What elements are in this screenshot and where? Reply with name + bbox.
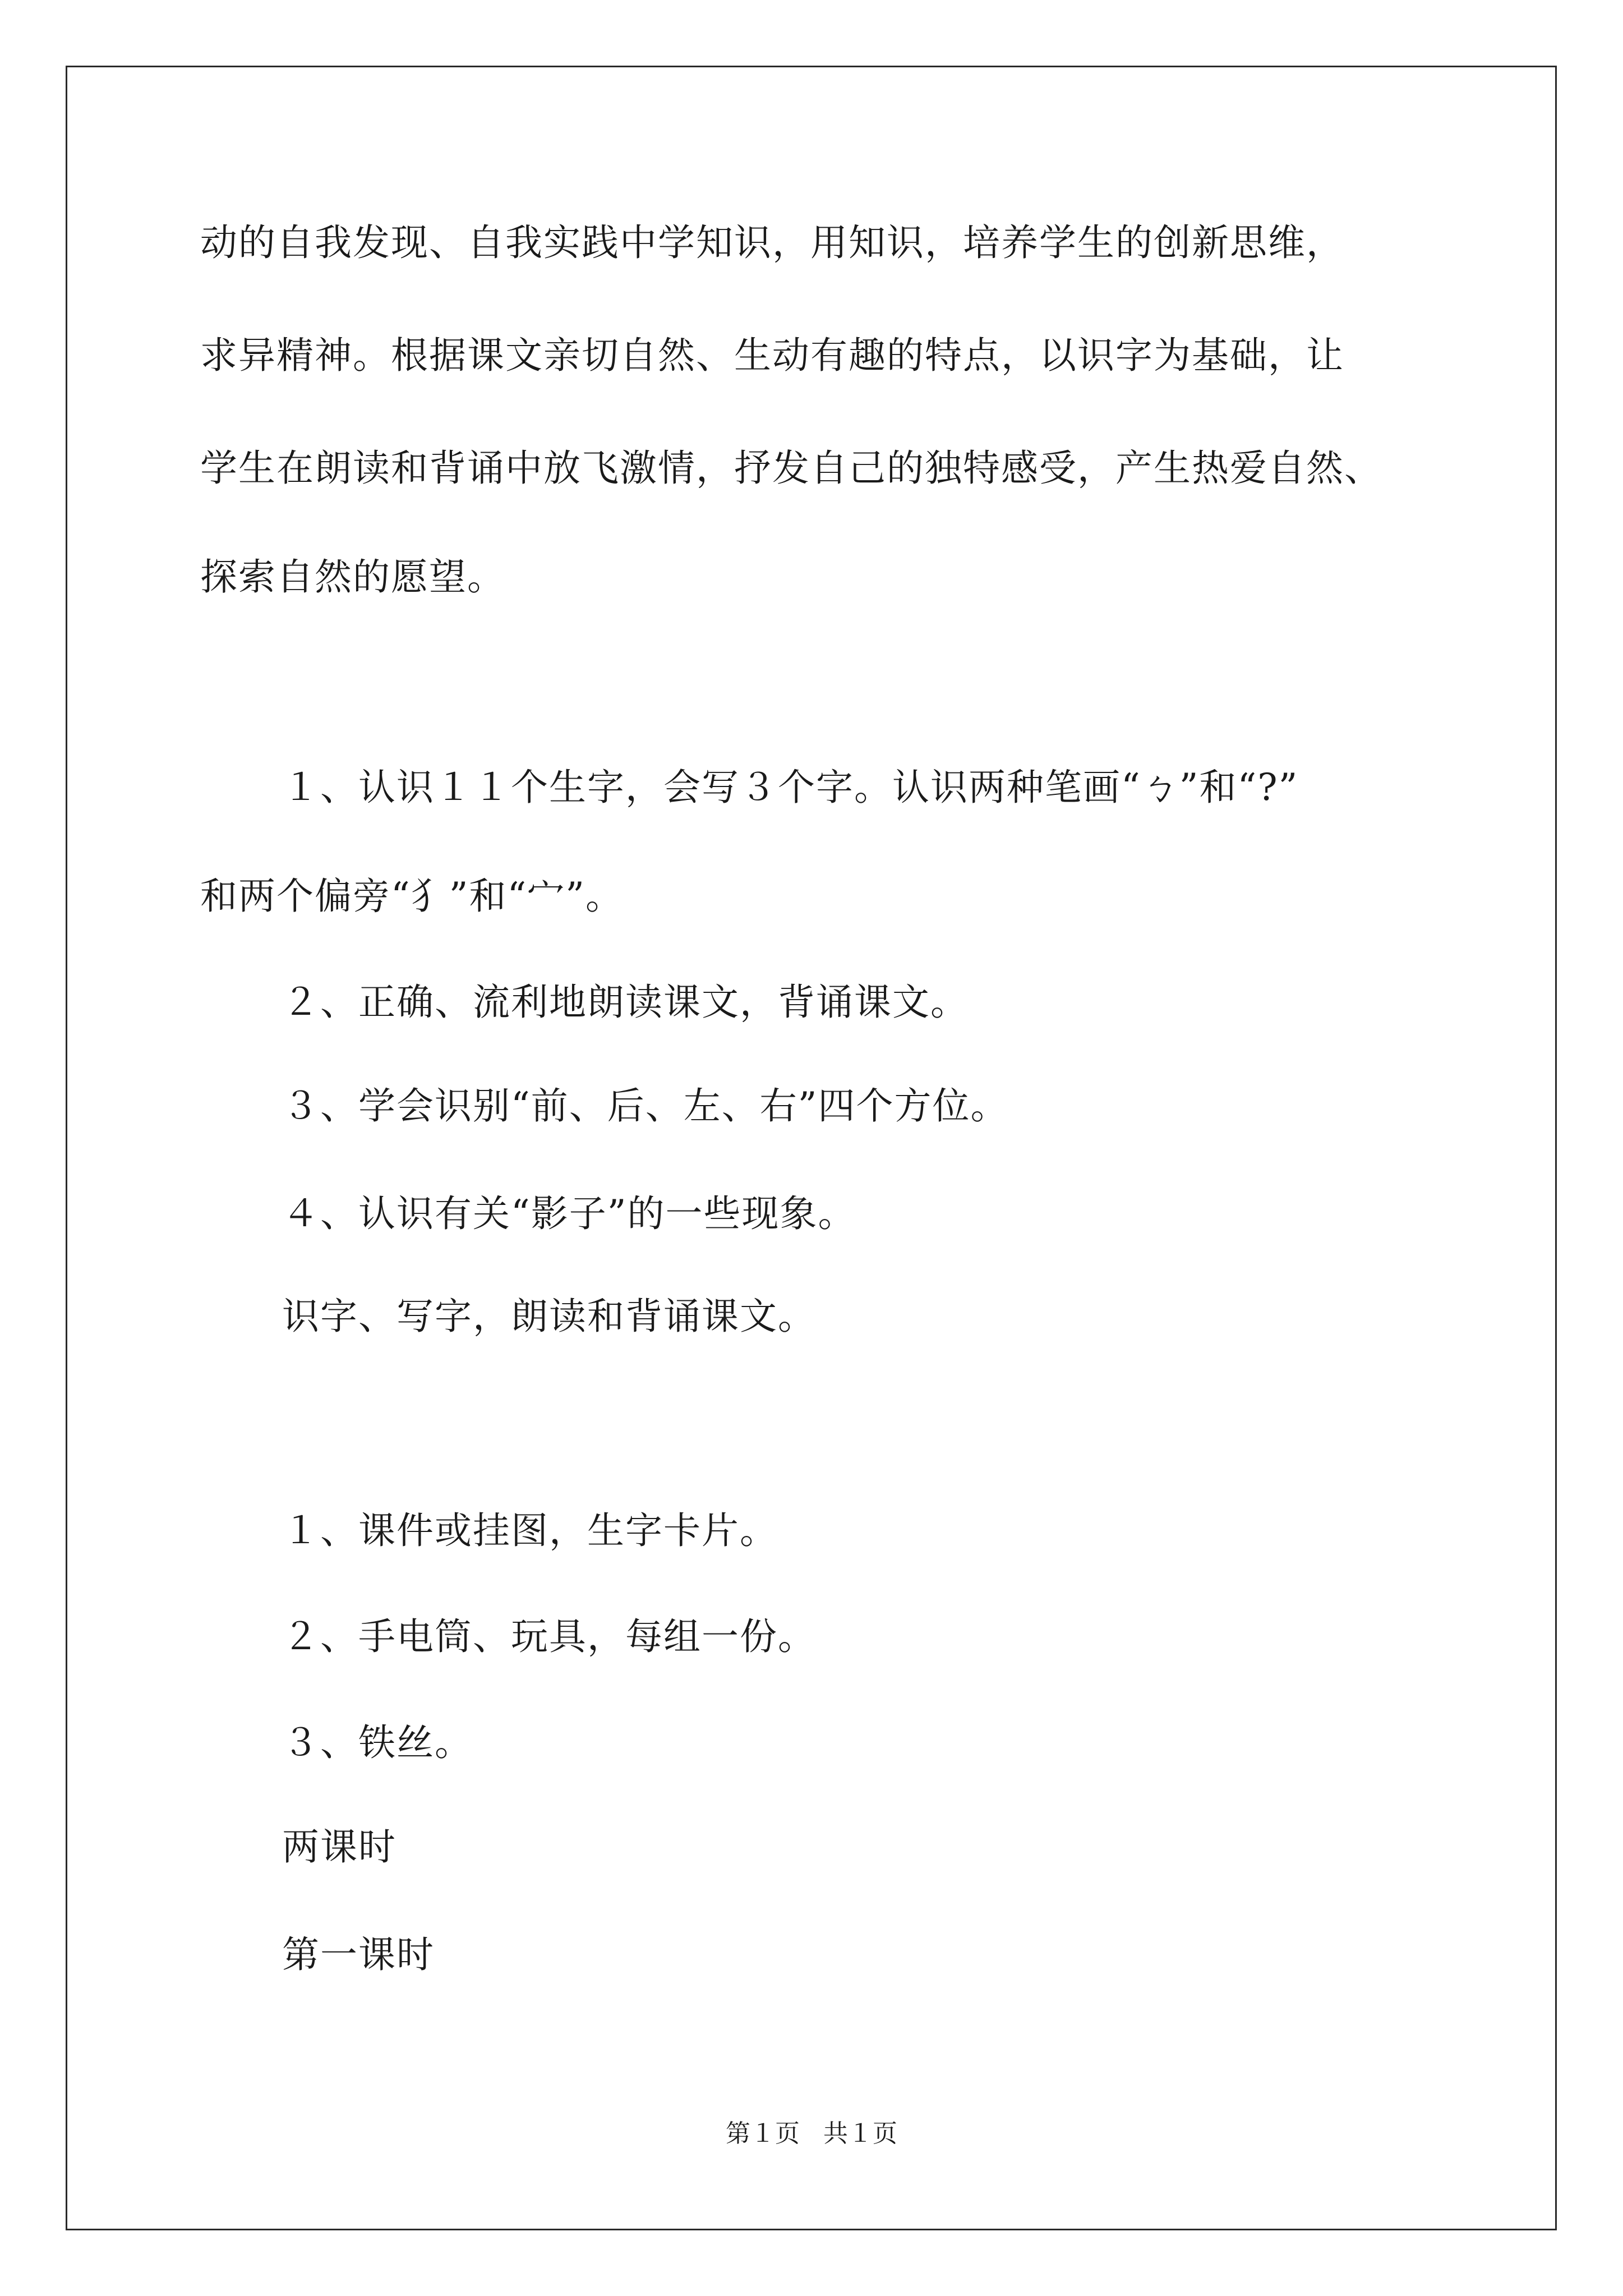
total-pages: 共１页 xyxy=(823,2119,897,2148)
body-text-line: 探索自然的愿望。 xyxy=(200,555,505,599)
objective-item-3: ３、学会识别“前、后、左、右”四个方位。 xyxy=(282,1084,1009,1128)
page-border xyxy=(66,66,1557,2230)
objective-item-1-continued: 和两个偏旁“犭”和“宀”。 xyxy=(200,875,624,918)
preparation-item-2: ２、手电筒、玩具，每组一份。 xyxy=(282,1615,816,1658)
objective-item-4: ４、认识有关“影子”的一些现象。 xyxy=(282,1192,856,1235)
page-number: 第１页 xyxy=(726,2119,800,2148)
lesson-heading: 第一课时 xyxy=(282,1933,435,1976)
preparation-item-3: ３、铁丝。 xyxy=(282,1721,473,1764)
class-hours-text: 两课时 xyxy=(282,1825,396,1869)
body-text-line: 求异精神。根据课文亲切自然、生动有趣的特点，以识字为基础，让 xyxy=(200,334,1344,377)
page-footer xyxy=(0,2119,1623,2148)
objective-item-1: １、认识１１个生字，会写３个字。认识两种笔画“ㄅ”和“?” xyxy=(282,766,1299,809)
body-text-line: 动的自我发现、自我实践中学知识，用知识，培养学生的创新思维， xyxy=(200,221,1344,264)
key-point-text: 识字、写字，朗读和背诵课文。 xyxy=(282,1295,816,1338)
body-text-line: 学生在朗读和背诵中放飞激情，抒发自己的独特感受，产生热爱自然、 xyxy=(200,447,1382,490)
objective-item-2: ２、正确、流利地朗读课文，背诵课文。 xyxy=(282,981,969,1024)
preparation-item-1: １、课件或挂图，生字卡片。 xyxy=(282,1509,778,1552)
